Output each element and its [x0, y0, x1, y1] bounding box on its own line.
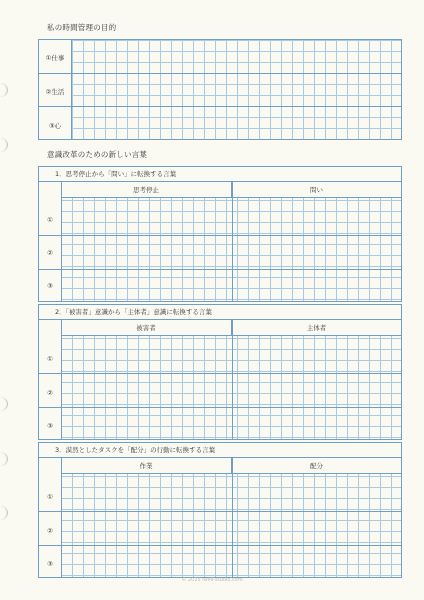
binder-hole-icon — [0, 452, 8, 466]
mindset-heading: 意識改革のための新しい言葉 — [47, 150, 148, 159]
block-2-row-2: ② — [47, 389, 53, 397]
block-1-col-thinking-stop: 思考停止 — [61, 182, 232, 198]
column-divider — [232, 320, 233, 439]
block-2-col-victim: 被害者 — [61, 320, 232, 336]
block-2-row-3: ③ — [47, 422, 53, 430]
binder-hole-icon — [0, 138, 8, 152]
block-3-row-labels — [39, 458, 62, 577]
block-2-title: 2．「被害者」意識から「主体者」意識に転換する言葉 — [39, 305, 401, 320]
column-divider — [232, 458, 233, 577]
row-divider — [39, 407, 401, 408]
block-1-row-2: ② — [47, 249, 53, 257]
time-management-grid[interactable] — [38, 39, 402, 140]
row-divider — [39, 373, 401, 374]
block-2-row-1: ① — [47, 355, 53, 363]
row-divider — [39, 106, 401, 107]
row-label-column — [39, 40, 72, 139]
block-3-row-1: ① — [47, 493, 53, 501]
block-1-grid[interactable] — [38, 166, 402, 302]
block-3-col-task: 作業 — [61, 458, 232, 474]
copyright-footer: © 2025 refill-studio.com — [181, 577, 243, 583]
block-1-col-question: 問い — [232, 182, 401, 198]
binder-hole-icon — [0, 83, 8, 97]
row-divider — [39, 511, 401, 512]
block-3-grid[interactable] — [38, 442, 402, 578]
block-1-title: 1．思考停止から「問い」に転換する言葉 — [39, 167, 401, 182]
block-2-grid[interactable] — [38, 304, 402, 440]
binder-hole-icon — [0, 506, 8, 520]
row-label-life: ②生活 — [45, 88, 65, 96]
column-divider — [232, 182, 233, 301]
row-label-work: ①仕事 — [45, 54, 65, 62]
block-3-row-3: ③ — [47, 560, 53, 568]
block-1-row-3: ③ — [47, 282, 53, 290]
row-divider — [39, 73, 401, 74]
block-1-row-labels — [39, 182, 62, 301]
block-2-row-labels — [39, 320, 62, 439]
block-1-row-1: ① — [47, 216, 53, 224]
block-3-col-allocation: 配分 — [232, 458, 401, 474]
block-3-title: 3．漠然としたタスクを「配分」の行動に転換する言葉 — [39, 443, 401, 458]
block-3-row-2: ② — [47, 527, 53, 535]
row-divider — [39, 545, 401, 546]
time-management-heading: 私の時間管理の目的 — [47, 23, 117, 32]
row-divider — [39, 235, 401, 236]
block-2-col-agent: 主体者 — [232, 320, 401, 336]
row-label-heart: ③心 — [48, 122, 62, 130]
binder-hole-icon — [0, 397, 8, 411]
row-divider — [39, 269, 401, 270]
